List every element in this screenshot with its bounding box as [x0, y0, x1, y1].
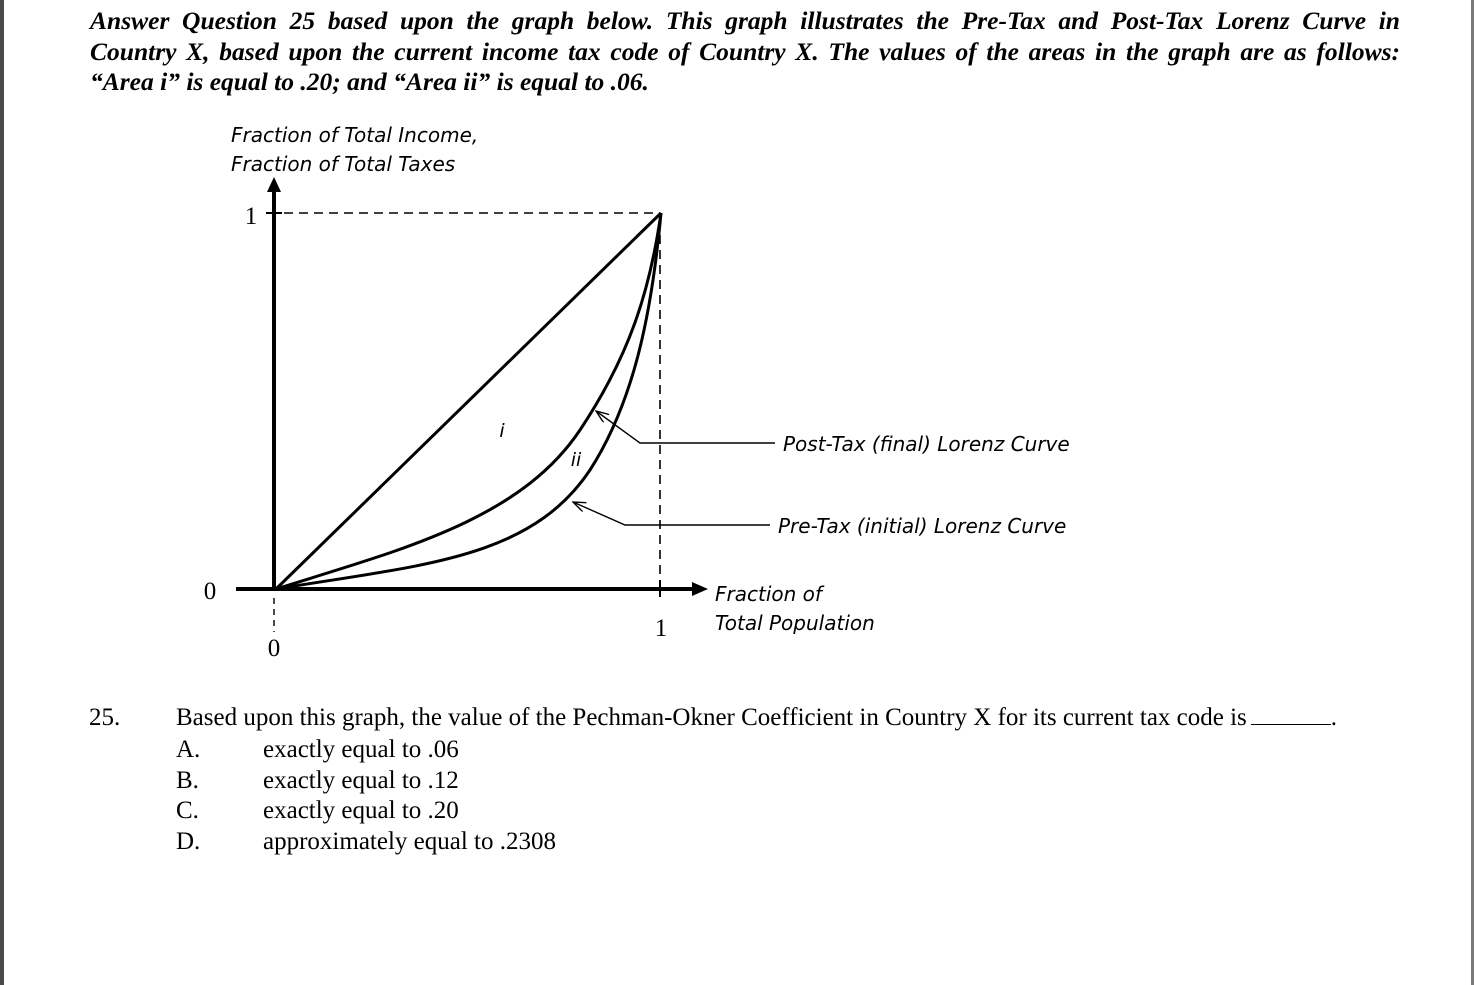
question-trailing-period: . [1330, 704, 1338, 731]
intro-line-2: Country X, based upon the current income tax code of Country X. The values of the areas in the graph are as follows: [90, 36, 1400, 66]
choice-letter: D. [176, 827, 201, 855]
answer-choices [176, 735, 556, 857]
choice-letter: B. [176, 766, 199, 794]
x-tick-label-1: 1 [654, 615, 668, 642]
line-of-equality [276, 213, 661, 589]
choice-c[interactable] [176, 796, 556, 827]
choice-text: approximately equal to .2308 [263, 827, 556, 855]
choice-text: exactly equal to .20 [263, 797, 459, 824]
intro-line-1: Answer Question 25 based upon the graph below. This graph illustrates the Pre-Tax and Post-Tax Lorenz Curve in [90, 6, 1400, 35]
pre-tax-callout-arrow [573, 502, 770, 525]
y-tick-label-0: 0 [203, 578, 217, 605]
choice-b[interactable] [176, 766, 556, 797]
x-tick-label-0: 0 [267, 635, 281, 662]
choice-letter: A. [176, 736, 201, 763]
area-ii-label: ii [570, 449, 582, 471]
post-tax-curve-label: Post-Tax (final) Lorenz Curve [783, 432, 1070, 456]
choice-d[interactable] [176, 827, 556, 858]
y-axis-label-line-1: Fraction of Total Income, [231, 123, 479, 147]
area-i-label: i [499, 420, 505, 442]
choice-a[interactable] [176, 735, 556, 766]
answer-blank [1251, 704, 1331, 725]
y-axis-arrowhead [267, 177, 281, 192]
x-axis-label-line-1: Fraction of [715, 582, 822, 606]
choice-text: exactly equal to .06 [263, 736, 459, 763]
choice-letter: C. [176, 797, 199, 824]
choice-text: exactly equal to .12 [263, 766, 459, 794]
question-number: 25. [89, 704, 121, 731]
intro-line-3: “Area i” is equal to .20; and “Area ii” is equal to .06. [90, 67, 649, 96]
question-text [176, 704, 1337, 732]
y-tick-label-1: 1 [244, 203, 258, 230]
post-tax-callout-arrow [596, 411, 775, 443]
x-axis-arrowhead [692, 582, 708, 596]
y-axis-label-line-2: Fraction of Total Taxes [231, 152, 456, 176]
pre-tax-curve-label: Pre-Tax (initial) Lorenz Curve [778, 514, 1067, 538]
x-axis-label-line-2: Total Population [715, 611, 875, 635]
question-stem: Based upon this graph, the value of the Pechman-Okner Coefficient in Country X for its current tax code is [176, 704, 1247, 731]
